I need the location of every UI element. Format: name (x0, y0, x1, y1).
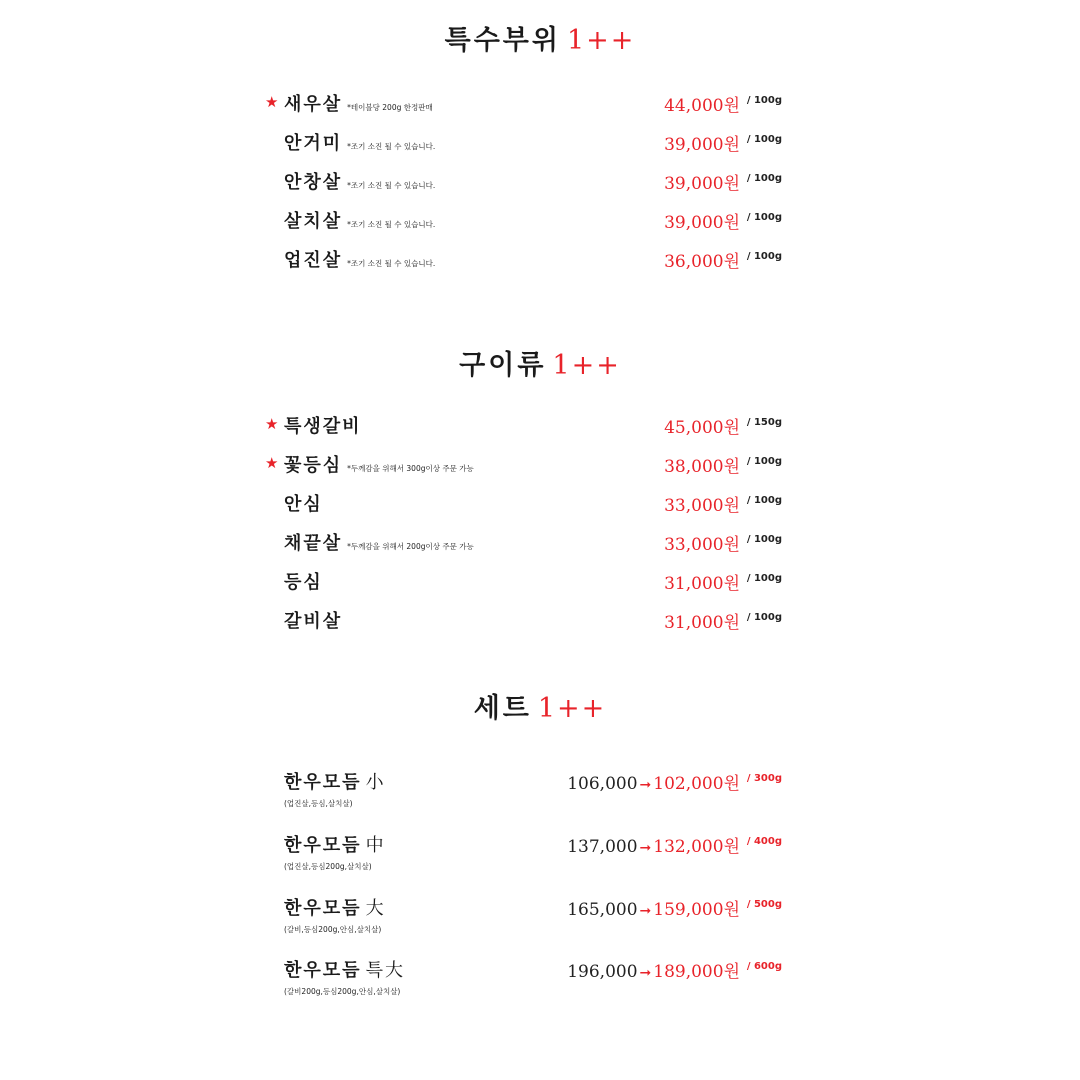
item-name: 등심 (284, 572, 323, 593)
item-name: 안심 (284, 494, 323, 515)
item-price: 36,000원 (664, 252, 740, 272)
item-unit: / 100g (746, 251, 782, 262)
arrow-right-icon: ➞ (639, 965, 652, 981)
item-unit: / 100g (746, 173, 782, 184)
set-unit: / 400g (746, 836, 782, 847)
new-price: 189,000원 (653, 962, 740, 982)
item-name: 업진살 *조기 소진 될 수 있습니다. (284, 250, 436, 271)
star-icon: ★ (265, 93, 279, 111)
set-size: 中 (365, 835, 386, 856)
set-description: (업진살,등심,살치살) (284, 799, 353, 808)
set-name: 한우모듬 中 (284, 835, 386, 856)
set-size: 大 (365, 898, 386, 919)
item-unit: / 100g (746, 573, 782, 584)
grade-badge: 1++ (566, 25, 636, 56)
section-title-grill (0, 343, 1080, 382)
set-item (262, 831, 792, 881)
section-title-special-cuts (0, 18, 1080, 57)
menu-item (262, 607, 792, 637)
menu-item (262, 529, 792, 559)
menu-item (262, 568, 792, 598)
item-unit: / 150g (746, 417, 782, 428)
menu-item (262, 490, 792, 520)
menu-item (262, 168, 792, 198)
item-note: *조기 소진 될 수 있습니다. (347, 259, 436, 268)
set-price (567, 832, 740, 857)
old-price: 165,000 (567, 900, 638, 920)
item-price: 31,000원 (664, 613, 740, 633)
item-name: 살치살 *조기 소진 될 수 있습니다. (284, 211, 436, 232)
set-size: 小 (365, 772, 386, 793)
item-unit: / 100g (746, 612, 782, 623)
item-unit: / 100g (746, 134, 782, 145)
item-price: 44,000원 (664, 96, 740, 116)
set-item (262, 768, 792, 818)
old-price: 196,000 (567, 962, 638, 982)
grade-badge: 1++ (537, 693, 607, 724)
set-price (567, 895, 740, 920)
set-unit: / 500g (746, 899, 782, 910)
section-title-set (0, 686, 1080, 725)
item-price: 33,000원 (664, 496, 740, 516)
item-price: 45,000원 (664, 418, 740, 438)
new-price: 159,000원 (653, 900, 740, 920)
set-size: 특大 (365, 960, 405, 981)
set-description: (업진살,등심200g,살치살) (284, 862, 372, 871)
set-item (262, 894, 792, 944)
star-icon: ★ (265, 454, 279, 472)
menu-item (262, 246, 792, 276)
item-name: 특생갈비 (284, 416, 362, 437)
old-price: 137,000 (567, 837, 638, 857)
set-price (567, 769, 740, 794)
set-price (567, 957, 740, 982)
item-note: *두께감을 위해서 300g이상 주문 가능 (347, 464, 474, 473)
item-price: 39,000원 (664, 174, 740, 194)
item-unit: / 100g (746, 495, 782, 506)
item-note: *두께감을 위해서 200g이상 주문 가능 (347, 542, 474, 551)
star-icon: ★ (265, 415, 279, 433)
item-price: 39,000원 (664, 213, 740, 233)
menu-item (262, 451, 792, 481)
new-price: 132,000원 (653, 837, 740, 857)
grade-badge: 1++ (552, 350, 621, 381)
menu-item (262, 90, 792, 120)
item-note: *조기 소진 될 수 있습니다. (347, 142, 436, 151)
item-price: 31,000원 (664, 574, 740, 594)
arrow-right-icon: ➞ (639, 840, 652, 856)
item-name: 안거미 *조기 소진 될 수 있습니다. (284, 133, 436, 154)
menu-item (262, 412, 792, 442)
set-description: (갈비,등심200g,안심,살치살) (284, 925, 382, 934)
item-name: 안창살 *조기 소진 될 수 있습니다. (284, 172, 436, 193)
set-unit: / 600g (746, 961, 782, 972)
item-name: 꽃등심 *두께감을 위해서 300g이상 주문 가능 (284, 455, 474, 476)
new-price: 102,000원 (653, 774, 740, 794)
set-name: 한우모듬 大 (284, 898, 386, 919)
item-unit: / 100g (746, 456, 782, 467)
set-name: 한우모듬 특大 (284, 960, 405, 981)
set-name: 한우모듬 小 (284, 772, 386, 793)
item-unit: / 100g (746, 95, 782, 106)
section-title-text: 세트 (473, 693, 532, 724)
item-price: 39,000원 (664, 135, 740, 155)
item-unit: / 100g (746, 534, 782, 545)
arrow-right-icon: ➞ (639, 903, 652, 919)
item-note: *조기 소진 될 수 있습니다. (347, 220, 436, 229)
old-price: 106,000 (567, 774, 638, 794)
menu-item (262, 129, 792, 159)
item-price: 38,000원 (664, 457, 740, 477)
arrow-right-icon: ➞ (639, 777, 652, 793)
item-name: 갈비살 (284, 611, 343, 632)
item-name: 채끝살 *두께감을 위해서 200g이상 주문 가능 (284, 533, 474, 554)
set-item (262, 956, 792, 1006)
menu-item (262, 207, 792, 237)
item-unit: / 100g (746, 212, 782, 223)
item-name: 새우살 *테이블당 200g 한정판매 (284, 94, 433, 115)
item-price: 33,000원 (664, 535, 740, 555)
item-note: *테이블당 200g 한정판매 (347, 103, 433, 112)
item-note: *조기 소진 될 수 있습니다. (347, 181, 436, 190)
set-unit: / 300g (746, 773, 782, 784)
set-description: (갈비200g,등심200g,안심,살치살) (284, 987, 401, 996)
section-title-text: 구이류 (459, 350, 547, 381)
section-title-text: 특수부위 (444, 25, 561, 56)
